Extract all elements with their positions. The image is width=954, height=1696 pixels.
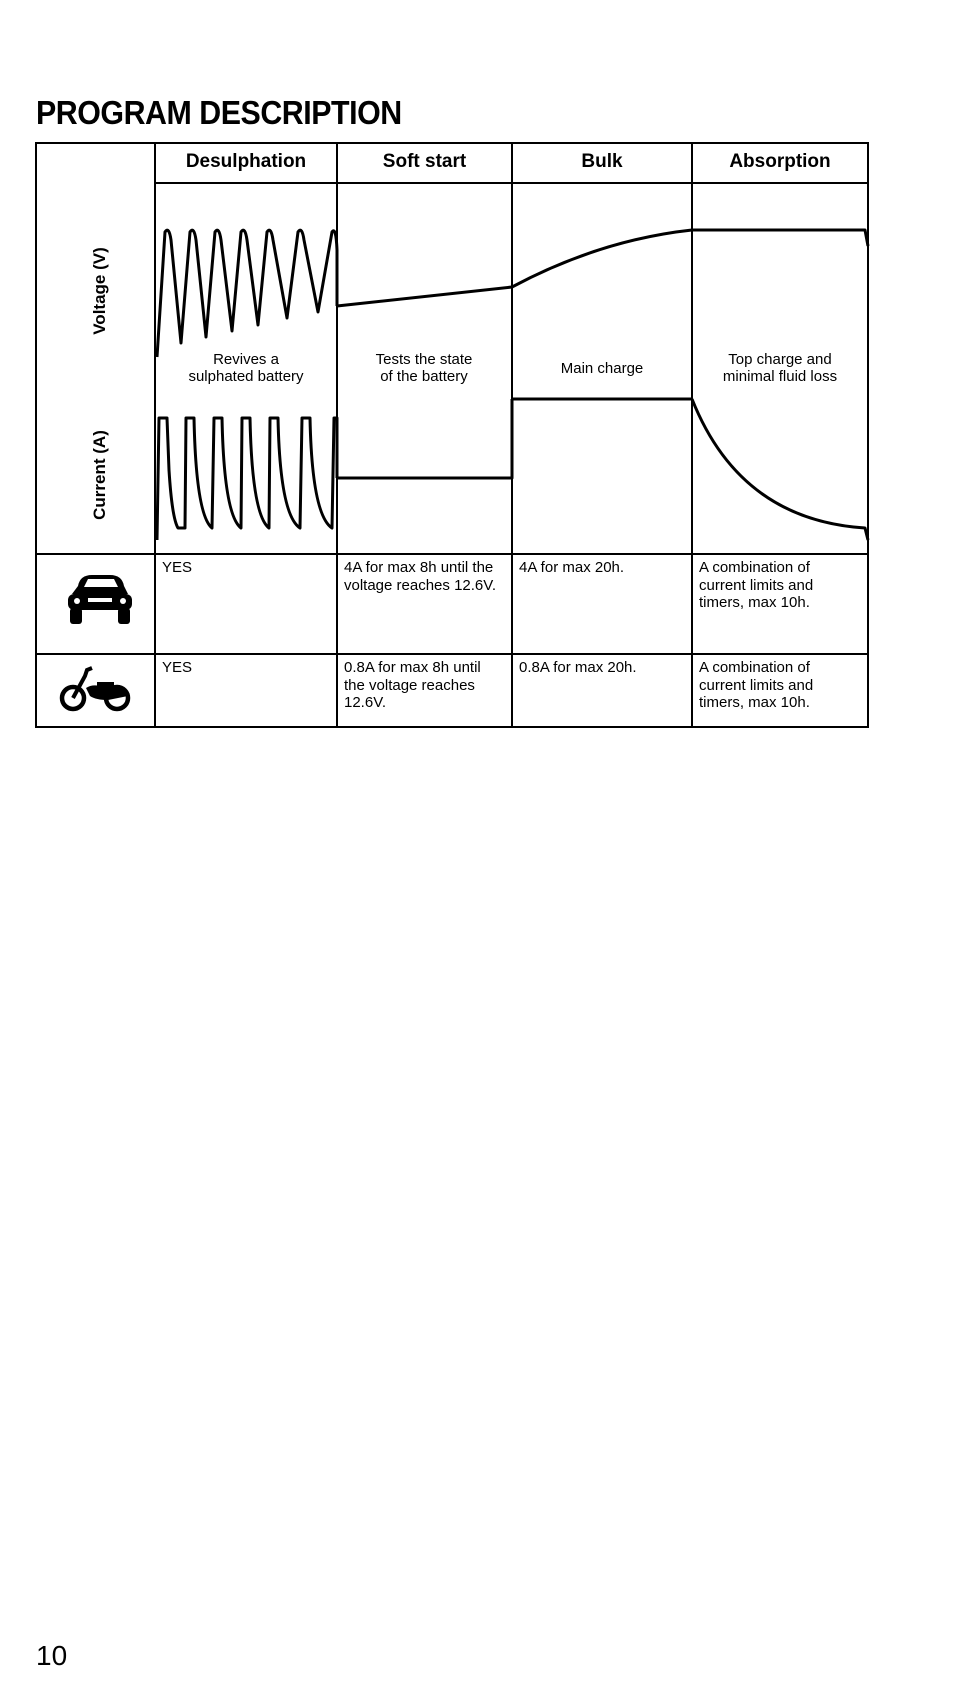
moto-soft-start-cell: 0.8A for max 8h until the voltage reaches 12.6V.: [344, 659, 481, 711]
page-title: PROGRAM DESCRIPTION: [36, 94, 402, 131]
page-number: 10: [36, 1640, 68, 1671]
header-absorption: Absorption: [729, 151, 831, 172]
voltage-softstart-curve: [337, 287, 512, 306]
current-softstart-curve: [337, 399, 512, 478]
current-absorption-curve: [692, 399, 868, 540]
voltage-axis-label: Voltage (V): [90, 247, 109, 335]
header-soft-start: Soft start: [382, 151, 467, 172]
car-icon: [68, 575, 132, 624]
car-desulphation-cell: YES: [162, 559, 193, 576]
car-absorption-cell: A combination of current limits and timers, max 10h.: [699, 559, 814, 611]
voltage-bulk-curve: [512, 230, 692, 287]
current-axis-label: Current (A): [90, 430, 109, 520]
car-bulk-cell: 4A for max 20h.: [519, 559, 625, 576]
current-desulphation-curve: [157, 418, 337, 540]
moto-absorption-cell: A combination of current limits and timers, max 10h.: [699, 659, 814, 711]
moto-desulphation-cell: YES: [162, 659, 193, 676]
desc-absorption: Top charge and minimal fluid loss: [722, 351, 838, 385]
desc-soft-start: Tests the state of the battery: [375, 351, 473, 385]
moto-bulk-cell: 0.8A for max 20h.: [519, 659, 637, 676]
header-bulk: Bulk: [581, 151, 623, 172]
desc-desulphation: Revives a sulphated battery: [188, 351, 304, 385]
motorcycle-icon: [62, 668, 128, 709]
car-soft-start-cell: 4A for max 8h until the voltage reaches 12.6V.: [344, 559, 497, 594]
voltage-absorption-curve: [692, 230, 868, 246]
voltage-desulphation-curve: [157, 230, 337, 357]
header-desulphation: Desulphation: [185, 151, 307, 172]
desc-bulk: Main charge: [560, 360, 644, 377]
